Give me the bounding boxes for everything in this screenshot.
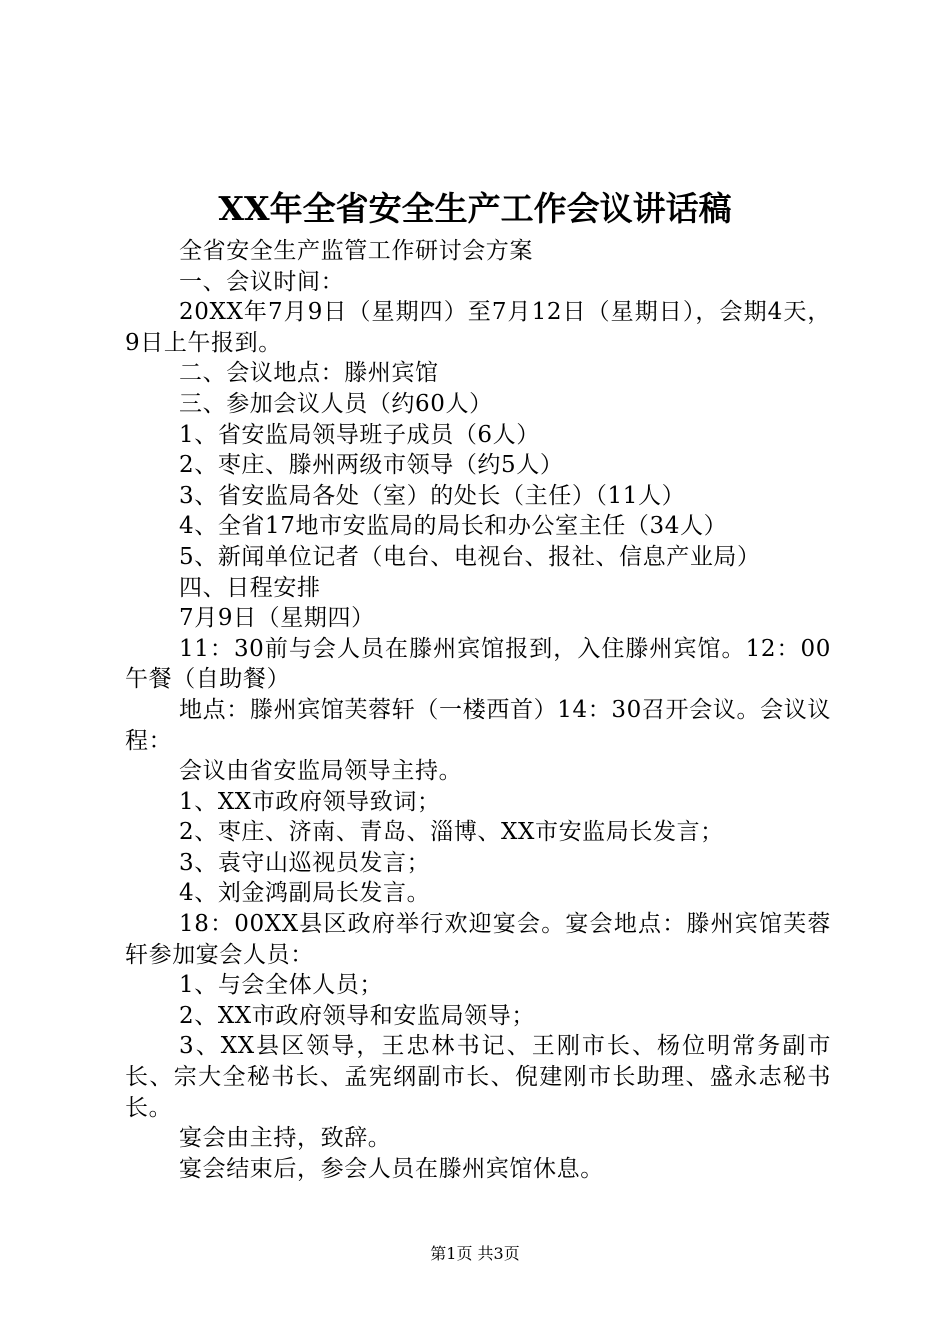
paragraph-checkin: 11：30前与会人员在滕州宾馆报到，入住滕州宾馆。12：00午餐（自助餐） xyxy=(125,635,831,693)
paragraph-agenda-2: 2、枣庄、济南、青岛、淄博、XX市安监局长发言； xyxy=(179,819,724,846)
paragraph-agenda-4: 4、刘金鸿副局长发言。 xyxy=(179,880,431,907)
paragraph-banquet-host: 宴会由主持，致辞。 xyxy=(179,1125,392,1152)
paragraph-time-detail: 20XX年7月9日（星期四）至7月12日（星期日），会期4天，9日上午报到。 xyxy=(125,299,831,356)
document-title: XX年全省安全生产工作会议讲话稿 xyxy=(218,189,732,228)
document-body xyxy=(125,236,831,1184)
paragraph-attendee-1: 1、省安监局领导班子成员（6人） xyxy=(179,421,540,448)
paragraph-rest: 宴会结束后，参会人员在滕州宾馆休息。 xyxy=(179,1155,604,1182)
paragraph-banquet-3: 3、XX县区领导，王忠林书记、王刚市长、杨位明常务副市长、宗大全秘书长、孟宪纲副市长、倪建刚市长助理、盛永志秘书长。 xyxy=(125,1033,831,1121)
paragraph-meeting-venue: 地点：滕州宾馆芙蓉轩（一楼西首）14：30召开会议。会议议程： xyxy=(125,696,831,754)
paragraph-section-time: 一、会议时间： xyxy=(179,268,345,295)
paragraph-agenda-1: 1、XX市政府领导致词； xyxy=(179,788,441,815)
paragraph-attendee-2: 2、枣庄、滕州两级市领导（约5人） xyxy=(179,452,564,479)
paragraph-banquet-2: 2、XX市政府领导和安监局领导； xyxy=(179,1002,535,1029)
paragraph-banquet: 18：00XX县区政府举行欢迎宴会。宴会地点：滕州宾馆芙蓉轩参加宴会人员： xyxy=(125,911,831,968)
paragraph-attendee-5: 5、新闻单位记者（电台、电视台、报社、信息产业局） xyxy=(179,543,761,570)
paragraph-agenda-3: 3、袁守山巡视员发言； xyxy=(179,849,431,876)
paragraph-host: 会议由省安监局领导主持。 xyxy=(179,758,463,785)
paragraph-date: 7月9日（星期四） xyxy=(179,605,375,632)
paragraph-attendee-3: 3、省安监局各处（室）的处长（主任）（11人） xyxy=(179,482,686,509)
paragraph-section-attendees: 三、参加会议人员（约60人） xyxy=(179,390,493,417)
paragraph-plan-title: 全省安全生产监管工作研讨会方案 xyxy=(179,238,533,264)
paragraph-section-location: 二、会议地点：滕州宾馆 xyxy=(179,360,439,387)
paragraph-banquet-1: 1、与会全体人员； xyxy=(179,972,384,999)
paragraph-attendee-4: 4、全省17地市安监局的局长和办公室主任（34人） xyxy=(179,513,728,540)
page-footer: 第1页 共3页 xyxy=(430,1244,520,1263)
paragraph-section-schedule: 四、日程安排 xyxy=(179,574,321,601)
